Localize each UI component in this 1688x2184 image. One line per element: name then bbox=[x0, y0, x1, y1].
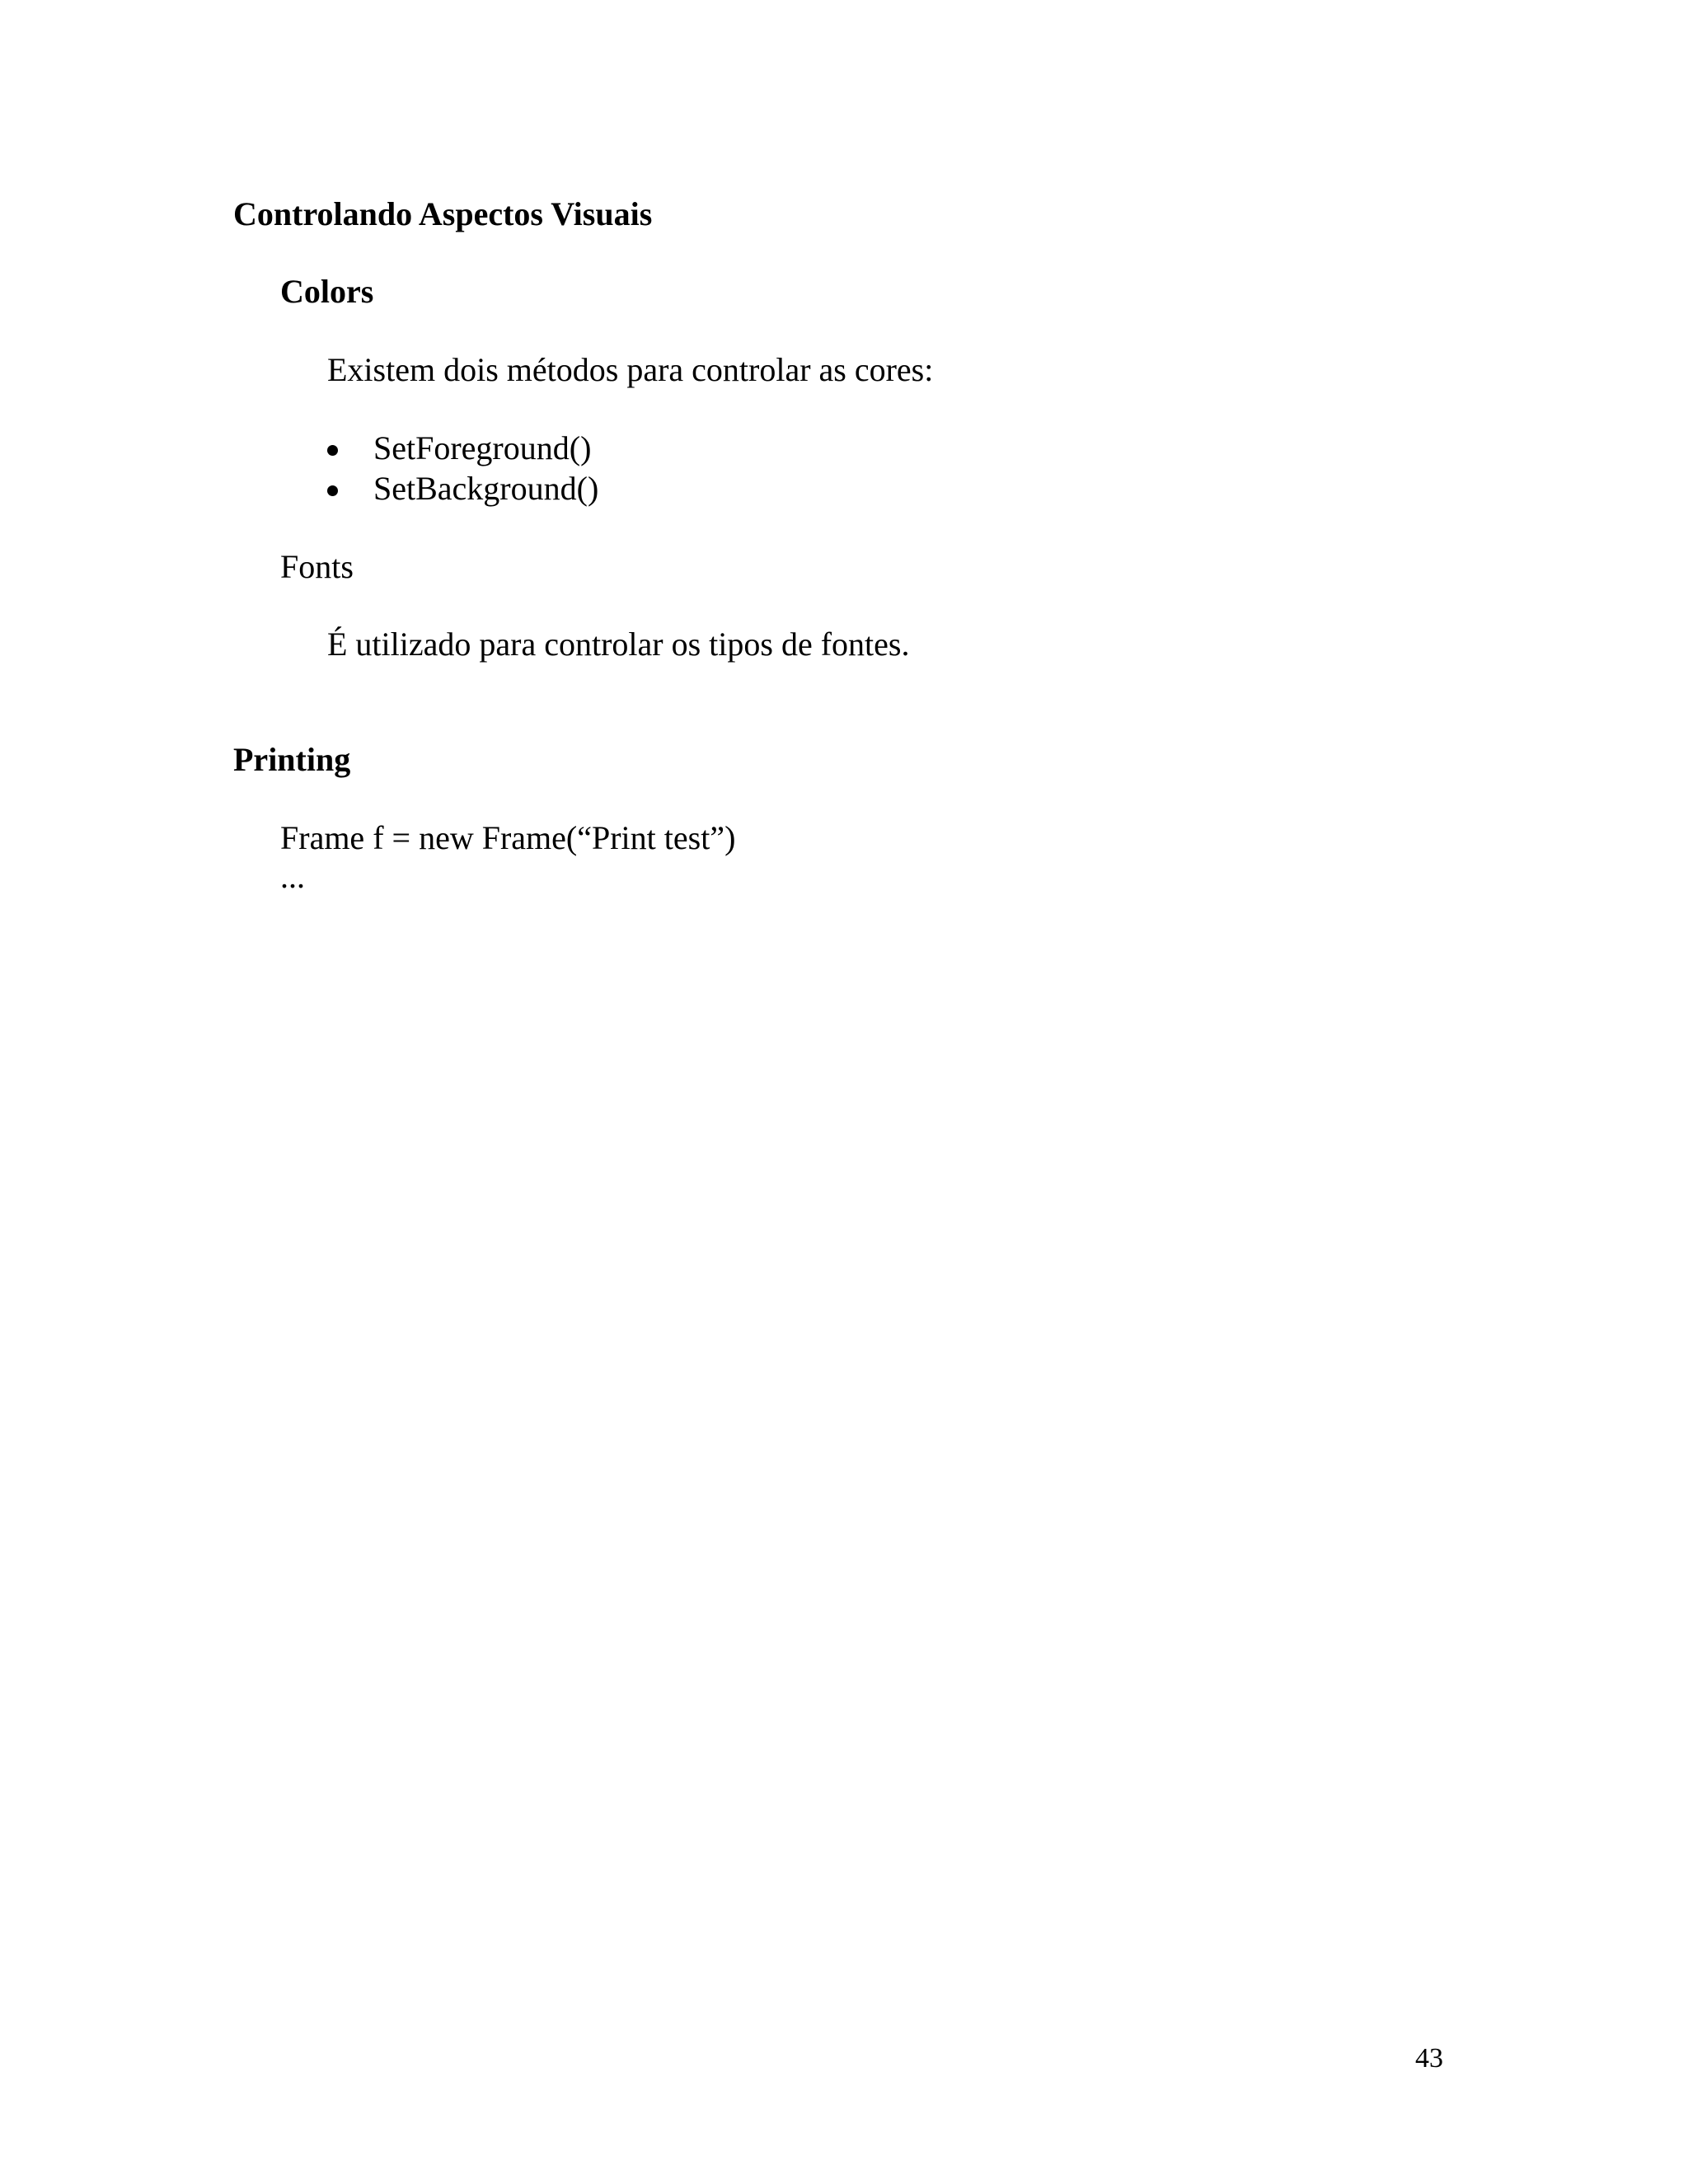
subheading-fonts: Fonts bbox=[280, 548, 354, 585]
list-item-label: SetForeground() bbox=[373, 429, 592, 466]
bullet-icon bbox=[327, 485, 338, 496]
code-line: Frame f = new Frame(“Print test”) bbox=[280, 819, 736, 856]
list-item-label: SetBackground() bbox=[373, 470, 599, 507]
subheading-colors: Colors bbox=[280, 273, 374, 310]
page-number: 43 bbox=[1415, 2043, 1443, 2074]
code-line-ellipsis: ... bbox=[280, 858, 305, 895]
colors-intro-text: Existem dois métodos para controlar as cores: bbox=[327, 351, 934, 388]
section-heading-visual-aspects: Controlando Aspectos Visuais bbox=[233, 195, 653, 232]
fonts-description-text: É utilizado para controlar os tipos de fontes. bbox=[327, 626, 910, 663]
section-heading-printing: Printing bbox=[233, 741, 351, 778]
bullet-icon bbox=[327, 445, 338, 456]
